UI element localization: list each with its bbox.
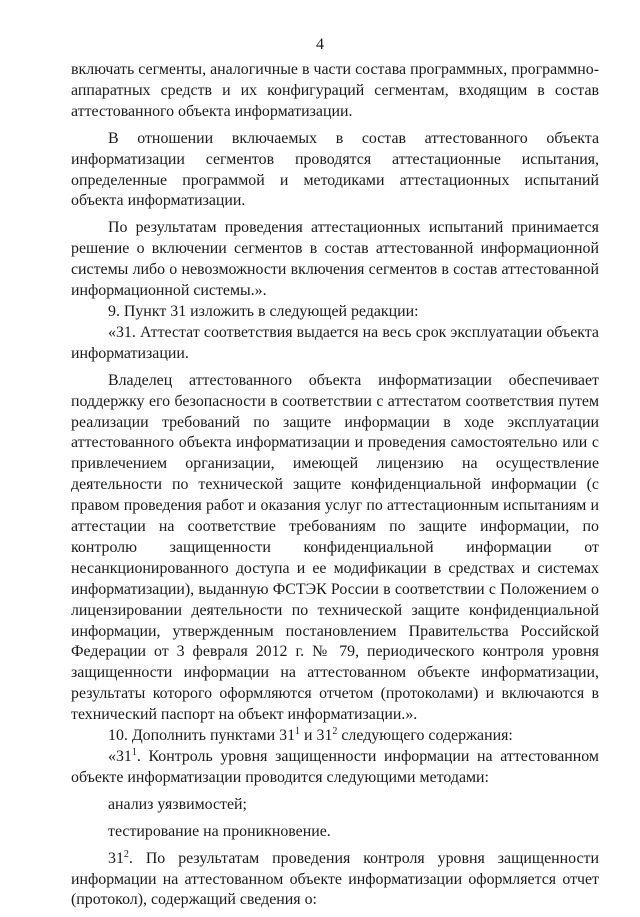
item-10-text: и 31: [300, 727, 333, 745]
page-number: 4: [316, 36, 324, 53]
item-31-1-text: . Контроль уровня защищенности информации на аттестованном объекте информатизации проводится следующими методами:: [71, 748, 599, 786]
item-10-text: следующего содержания:: [337, 727, 513, 745]
paragraph: 9. Пункт 31 изложить в следующей редакции:: [108, 302, 419, 320]
paragraph: Владелец аттестованного объекта информатизации обеспечивает поддержку его безопасности в соответствии с аттестатом соответствия путем реализации требований по защите информации в ходе эксплуатации аттестованного объекта информатизации и проведения самостоятельно или с привлечением организации, имеющей лицензию на осуществление деятельности по технической защите конфиденциальной информации (с правом проведения работ и оказания услуг по аттестационным испытаниям и аттестации на соответствие требованиям по защите информации, по контролю защищенности конфиденциальной информации от несанкционированного доступа и ее модификации в средствах и системах информатизации), выданную ФСТЭК России в соответствии с Положением о лицензировании деятельности по технической защите конфиденциальной информации, утвержденным постановлением Правительства Российской Федерации от 3 февраля 2012 г. № 79, периодического контроля уровня защищенности информации на аттестованном объекте информатизации, результаты которого оформляются отчетом (протоколами) и включаются в технический паспорт на объект информатизации.».: [71, 371, 599, 724]
item-10-text: 10. Дополнить пунктами 31: [108, 727, 296, 745]
paragraph-item-31-1: [71, 747, 599, 789]
item-10-superscript: 2: [332, 726, 338, 738]
document-body: [71, 60, 599, 917]
item-31-2-superscript: 2: [123, 848, 129, 860]
item-31-1-text: «31: [108, 748, 132, 765]
paragraph: В отношении включаемых в состав аттестованного объекта информатизации сегментов проводятся аттестационные испытания, определенные программой и методиками аттестационных испытаний объекта информатизации.: [71, 129, 599, 210]
paragraph: По результатам проведения аттестационных испытаний принимается решение о включении сегментов в состав аттестованной информационной системы либо о невозможности включения сегментов в состав аттестованной информационной системы.».: [71, 219, 599, 300]
item-10-superscript: 1: [295, 726, 301, 738]
item-31-2-text: . По результатам проведения контроля уровня защищенности информации на аттестованном объекте информатизации оформляется отчет (протокол), содержащий сведения о:: [71, 849, 599, 909]
item-31-2-text: 31: [108, 849, 124, 867]
paragraph: включать сегменты, аналогичные в части состава программных, программно-аппаратных средств и их конфигураций сегментам, входящим в состав аттестованного объекта информатизации.: [71, 61, 599, 120]
paragraph-item-10: [71, 726, 599, 747]
list-item: тестирование на проникновение.: [108, 822, 331, 840]
item-31-1-superscript: 1: [131, 747, 137, 758]
paragraph: «31. Аттестат соответствия выдается на весь срок эксплуатации объекта информатизации.: [71, 323, 599, 362]
list-item: анализ уязвимостей;: [108, 795, 247, 813]
